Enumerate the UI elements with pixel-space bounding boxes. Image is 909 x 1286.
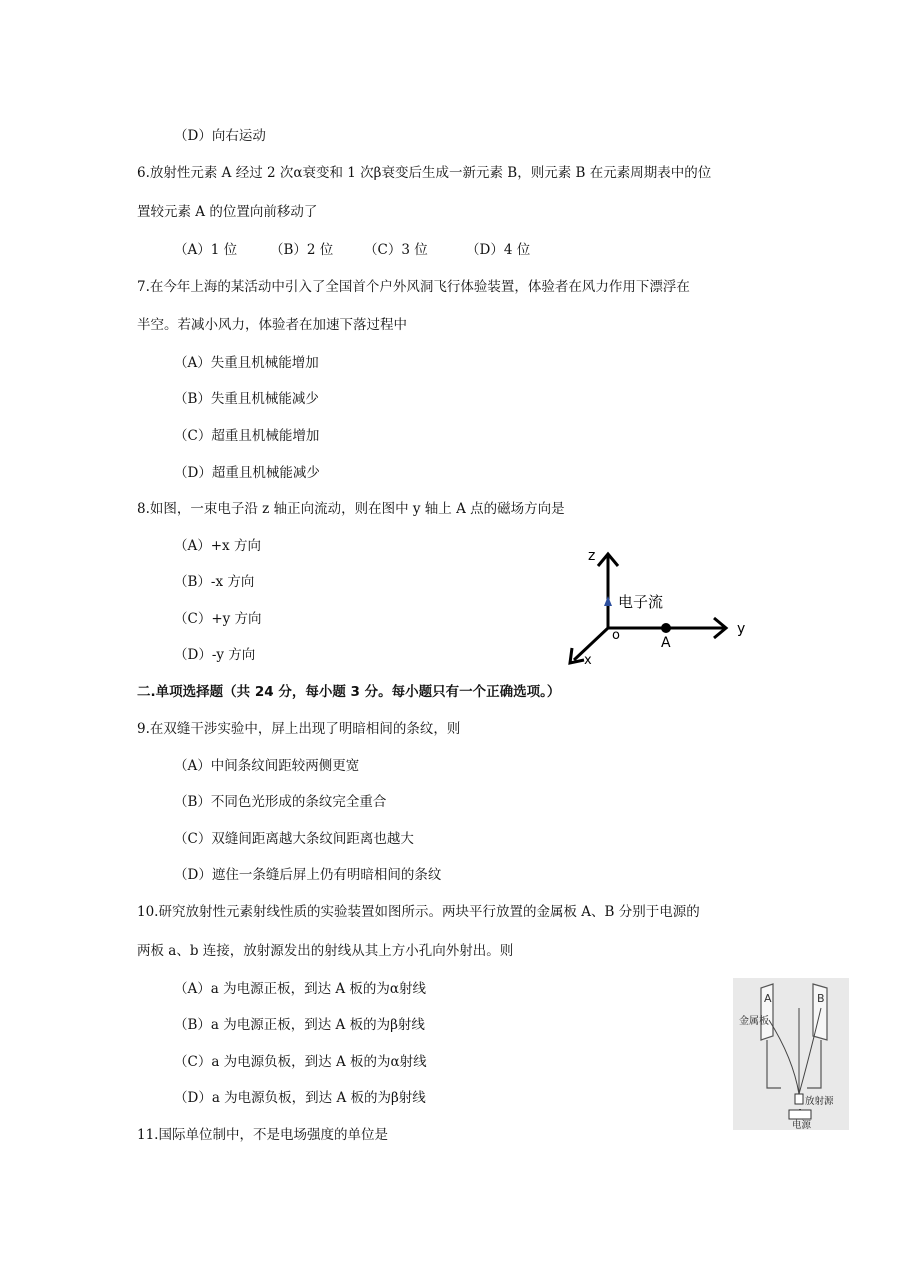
q10-stem-line1: 10.研究放射性元素射线性质的实验装置如图所示。两块平行放置的金属板 A、B 分别于电源的 (137, 904, 700, 920)
q10-option-d: （D）a 为电源负板，到达 A 板的为β射线 (174, 1090, 426, 1106)
q8-stem: 8.如图，一束电子沿 z 轴正向流动，则在图中 y 轴上 A 点的磁场方向是 (137, 501, 565, 517)
q7-option-b: （B）失重且机械能减少 (174, 391, 319, 407)
power-supply-icon (789, 1110, 811, 1119)
q8-axes-figure (560, 540, 760, 670)
plate-a-label: A (764, 992, 772, 1005)
q6-option-d: （D）4 位 (466, 242, 531, 258)
q10-stem-line2: 两板 a、b 连接，放射源发出的射线从其上方小孔向外射出。则 (137, 943, 514, 959)
q6-option-a: （A）1 位 (174, 242, 238, 258)
q9-option-d: （D）遮住一条缝后屏上仍有明暗相间的条纹 (174, 867, 442, 883)
q10-option-c: （C）a 为电源负板，到达 A 板的为α射线 (174, 1054, 427, 1070)
source-label: 放射源 (805, 1096, 834, 1107)
q7-option-c: （C）超重且机械能增加 (174, 428, 320, 444)
q6-option-c: （C）3 位 (364, 242, 428, 258)
q10-option-b: （B）a 为电源正板，到达 A 板的为β射线 (174, 1017, 425, 1033)
q10-apparatus-figure (733, 978, 849, 1130)
plate-b-label: B (817, 992, 825, 1005)
source-icon (795, 1094, 803, 1104)
metal-plate-label: 金属板 (739, 1016, 769, 1027)
q6-stem-line1: 6.放射性元素 A 经过 2 次α衰变和 1 次β衰变后生成一新元素 B，则元素 B 在元素周期表中的位 (137, 165, 712, 181)
electron-flow-arrow-icon (604, 596, 612, 606)
q8-option-b: （B）-x 方向 (174, 574, 255, 590)
section2-heading: 二.单项选择题（共 24 分，每小题 3 分。每小题只有一个正确选项。） (137, 684, 561, 700)
q9-stem: 9.在双缝干涉实验中，屏上出现了明暗相间的条纹，则 (137, 721, 461, 737)
z-axis-label: z (588, 548, 596, 564)
q7-stem-line1: 7.在今年上海的某活动中引入了全国首个户外风洞飞行体验装置，体验者在风力作用下漂浮在 (137, 279, 690, 295)
q11-stem: 11.国际单位制中，不是电场强度的单位是 (137, 1127, 388, 1143)
q8-option-a: （A）+x 方向 (174, 538, 261, 554)
q9-option-c: （C）双缝间距离越大条纹间距离也越大 (174, 831, 414, 847)
q7-stem-line2: 半空。若减小风力，体验者在加速下落过程中 (137, 317, 407, 333)
origin-label: o (612, 628, 620, 643)
electron-flow-label: 电子流 (618, 593, 664, 611)
q7-option-d: （D）超重且机械能减少 (174, 465, 320, 481)
point-a (661, 623, 671, 633)
q6-stem-line2: 置较元素 A 的位置向前移动了 (137, 204, 318, 220)
x-axis-label: x (584, 653, 592, 668)
q8-option-c: （C）+y 方向 (174, 611, 262, 627)
q7-option-a: （A）失重且机械能增加 (174, 355, 319, 371)
power-label: 电源 (792, 1120, 812, 1130)
point-a-label: A (661, 635, 671, 651)
q9-option-b: （B）不同色光形成的条纹完全重合 (174, 794, 387, 810)
q8-option-d: （D）-y 方向 (174, 647, 256, 663)
q5-option-d: （D）向右运动 (174, 128, 266, 144)
q9-option-a: （A）中间条纹间距较两侧更宽 (174, 758, 360, 774)
y-axis-label: y (737, 621, 746, 637)
figure-background (733, 978, 849, 1130)
q6-option-b: （B）2 位 (270, 242, 334, 258)
q10-option-a: （A）a 为电源正板，到达 A 板的为α射线 (174, 981, 427, 997)
